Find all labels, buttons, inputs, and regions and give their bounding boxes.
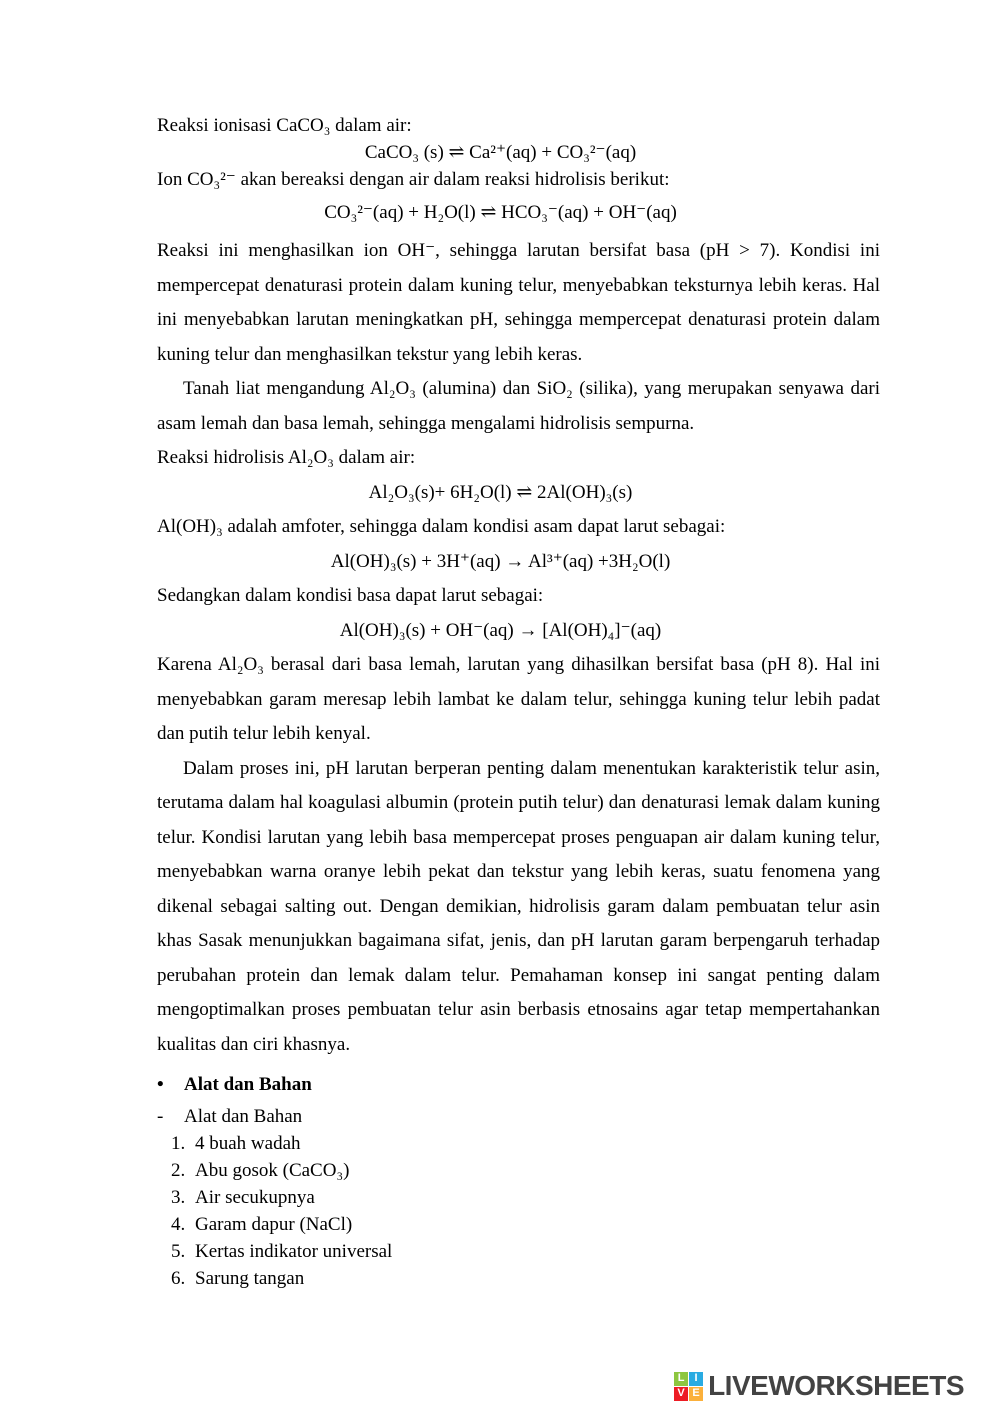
section-heading-label: Alat dan Bahan <box>184 1074 312 1095</box>
logo-tile-v: V <box>674 1387 688 1401</box>
paragraph-tanah-liat: Tanah liat mengandung Al₂O₃ (alumina) dan SiO₂ (silika), yang merupakan senyawa dari asam lemah dan basa lemah, sehingga mengalami hidrolisis sempurna. <box>157 378 880 434</box>
bullet-icon: • <box>157 1074 164 1095</box>
equation-co3-hydrolysis: CO₃²⁻(aq) + H₂O(l) ⇌ HCO₃⁻(aq) + OH⁻(aq) <box>324 202 677 223</box>
line-basa: Sedangkan dalam kondisi basa dapat larut sebagai: <box>157 585 544 606</box>
list-item: 2. Abu gosok (CaCO₃) <box>190 1157 880 1184</box>
list-item: 5. Kertas indikator universal <box>190 1238 880 1265</box>
paragraph-oh-reaction: Reaksi ini menghasilkan ion OH⁻, sehingga larutan bersifat basa (pH > 7). Kondisi ini mempercepat denaturasi protein dalam kuning telur, menyebabkan teksturnya lebih keras. Hal ini menyebabkan larutan meningkatkan pH, sehingga mempercepat denaturasi protein dalam kuning telur dan menghasilkan tekstur yang lebih keras. <box>157 240 880 365</box>
list-item: 6. Sarung tangan <box>190 1265 880 1292</box>
paragraph-karena-al2o3: Karena Al₂O₃ berasal dari basa lemah, larutan yang dihasilkan bersifat basa (pH 8). Hal ini menyebabkan garam meresap lebih lambat ke dalam telur, sehingga kuning telur lebih padat dan putih telur lebih kenyal. <box>157 654 880 744</box>
logo-tile-l: L <box>674 1372 688 1386</box>
section-heading-alat-dan-bahan <box>157 1068 880 1103</box>
list-item: 3. Air secukupnya <box>190 1184 880 1211</box>
line-amfoter: Al(OH)₃ adalah amfoter, sehingga dalam kondisi asam dapat larut sebagai: <box>157 516 726 537</box>
logo-tile-i: I <box>689 1372 703 1386</box>
equation-al2o3-hydrolysis: Al₂O₃(s)+ 6H₂O(l) ⇌ 2Al(OH)₃(s) <box>368 481 633 503</box>
liveworksheets-brand-text: LIVEWORKSHEETS <box>708 1370 964 1401</box>
equation-caco3-ionization: CaCO₃ (s) ⇌ Ca²⁺(aq) + CO₃²⁻(aq) <box>364 142 637 163</box>
subheading-alat-dan-bahan <box>157 1103 880 1130</box>
list-item: 4. Garam dapur (NaCl) <box>190 1211 880 1238</box>
subheading-label: Alat dan Bahan <box>184 1105 303 1127</box>
equation-aloh3-base: Al(OH)₃(s) + OH⁻(aq) → [Al(OH)₄]⁻(aq) <box>339 619 662 641</box>
line-caco3-intro: Reaksi ionisasi CaCO₃ dalam air: <box>157 115 412 136</box>
line-co3-intro: Ion CO₃²⁻ akan bereaksi dengan air dalam reaksi hidrolisis berikut: <box>157 169 670 190</box>
list-item: 1. 4 buah wadah <box>190 1130 880 1157</box>
liveworksheets-logo-link[interactable] <box>674 1370 964 1402</box>
line-al2o3-intro: Reaksi hidrolisis Al₂O₃ dalam air: <box>157 447 416 468</box>
equation-aloh3-acid: Al(OH)₃(s) + 3H⁺(aq) → Al³⁺(aq) +3H₂O(l) <box>330 550 671 572</box>
liveworksheets-logo-icon <box>674 1372 703 1401</box>
paragraph-proses-ph: Dalam proses ini, pH larutan berperan penting dalam menentukan karakteristik telur asin, terutama dalam hal koagulasi albumin (protein putih telur) dan denaturasi lemak dalam kuning telur. Kondisi larutan yang lebih basa mempercepat proses penguapan air dalam kuning telur, menyebabkan warna oranye lebih pekat dan tekstur yang lebih keras, suatu fenomena yang dikenal sebagai salting out. Dengan demikian, hidrolisis garam dalam pembuatan telur asin khas Sasak menunjukkan bagaimana sifat, jenis, dan pH larutan garam berpengaruh terhadap perubahan protein dan lemak dalam telur. Pemahaman konsep ini sangat penting dalam mengoptimalkan proses pembuatan telur asin berbasis etnosains agar tetap mempertahankan kualitas dan ciri khasnya. <box>157 757 880 1055</box>
dash-marker: - <box>157 1105 164 1127</box>
alat-bahan-list <box>157 1130 880 1292</box>
logo-tile-e: E <box>689 1387 703 1401</box>
